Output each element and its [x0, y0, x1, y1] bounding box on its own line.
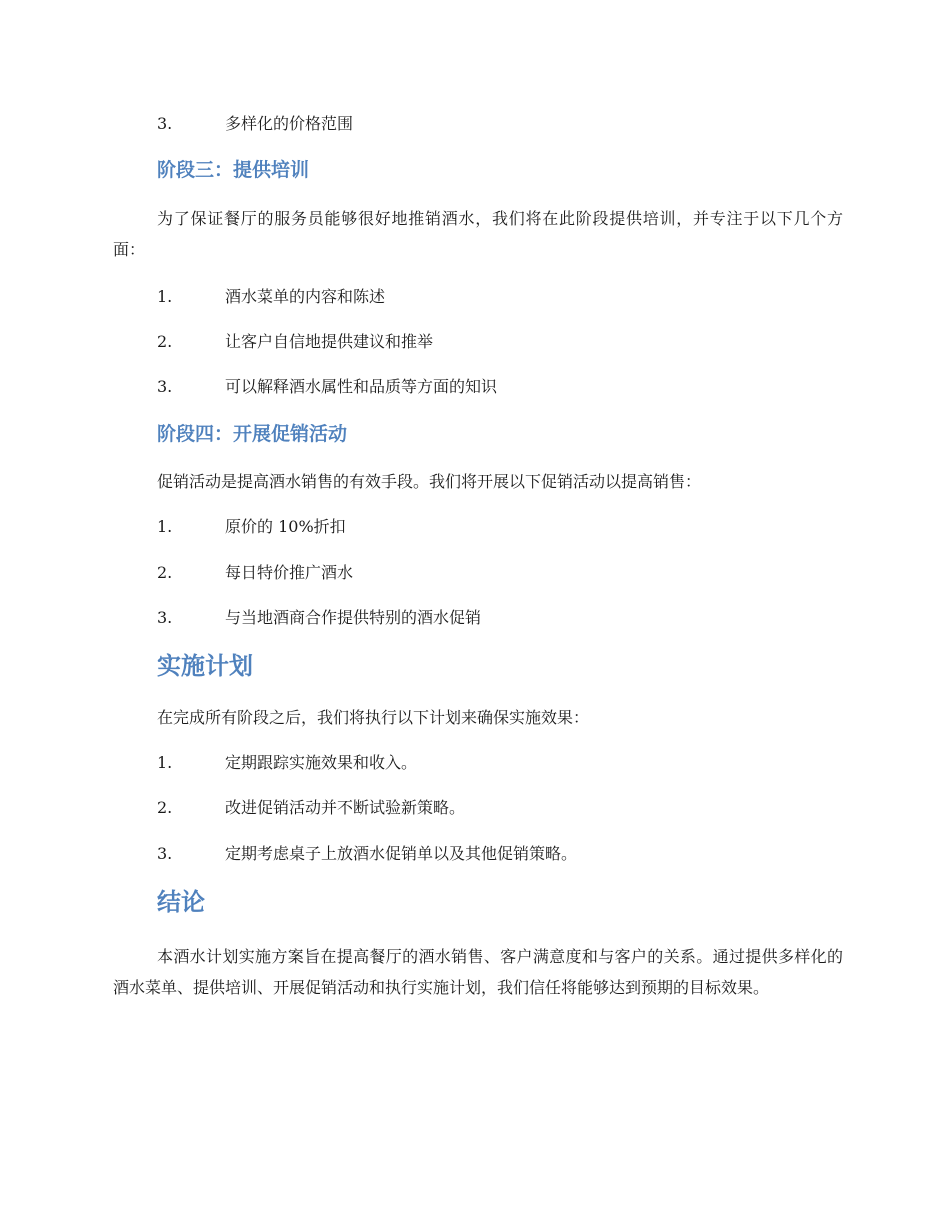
list-text: 定期考虑桌子上放酒水促销单以及其他促销策略。	[225, 844, 578, 863]
list-item	[157, 752, 417, 774]
list-item	[157, 607, 481, 629]
list-number: 3.	[157, 377, 173, 396]
list-text: 与当地酒商合作提供特别的酒水促销	[225, 608, 482, 627]
list-item	[157, 797, 465, 819]
list-text: 定期跟踪实施效果和收入。	[225, 753, 418, 772]
paragraph-implementation-intro: 在完成所有阶段之后，我们将执行以下计划来确保实施效果：	[157, 708, 590, 727]
list-number: 3.	[157, 844, 173, 863]
list-item	[157, 113, 353, 135]
paragraph-stage4-intro: 促销活动是提高酒水销售的有效手段。我们将开展以下促销活动以提高销售：	[157, 472, 702, 491]
list-text: 每日特价推广酒水	[225, 563, 354, 582]
list-number: 3.	[157, 608, 173, 627]
section-heading-stage4: 阶段四：开展促销活动	[157, 423, 348, 445]
list-item	[157, 376, 497, 398]
list-text: 原价的 10%折扣	[225, 517, 346, 536]
list-item	[157, 286, 385, 308]
list-number: 3.	[157, 114, 173, 133]
list-number: 2.	[157, 798, 173, 817]
list-number: 2.	[157, 332, 173, 351]
list-text: 让客户自信地提供建议和推举	[225, 332, 434, 351]
paragraph-stage3-intro: 为了保证餐厅的服务员能够很好地推销酒水，我们将在此阶段提供培训，并专注于以下几个方面：	[113, 209, 843, 259]
list-number: 1.	[157, 517, 173, 536]
list-text: 多样化的价格范围	[225, 114, 354, 133]
list-item	[157, 331, 433, 353]
list-item	[157, 516, 346, 538]
section-heading-conclusion: 结论	[157, 888, 205, 916]
section-heading-implementation: 实施计划	[157, 652, 253, 680]
list-item	[157, 843, 577, 865]
list-item	[157, 562, 353, 584]
list-number: 1.	[157, 753, 173, 772]
paragraph-conclusion: 本酒水计划实施方案旨在提高餐厅的酒水销售、客户满意度和与客户的关系。通过提供多样化的酒水菜单、提供培训、开展促销活动和执行实施计划，我们信任将能够达到预期的目标效果。	[113, 947, 843, 997]
list-text: 可以解释酒水属性和品质等方面的知识	[225, 377, 498, 396]
list-text: 酒水菜单的内容和陈述	[225, 287, 386, 306]
section-heading-stage3: 阶段三：提供培训	[157, 159, 310, 181]
list-number: 2.	[157, 563, 173, 582]
list-text: 改进促销活动并不断试验新策略。	[225, 798, 466, 817]
list-number: 1.	[157, 287, 173, 306]
